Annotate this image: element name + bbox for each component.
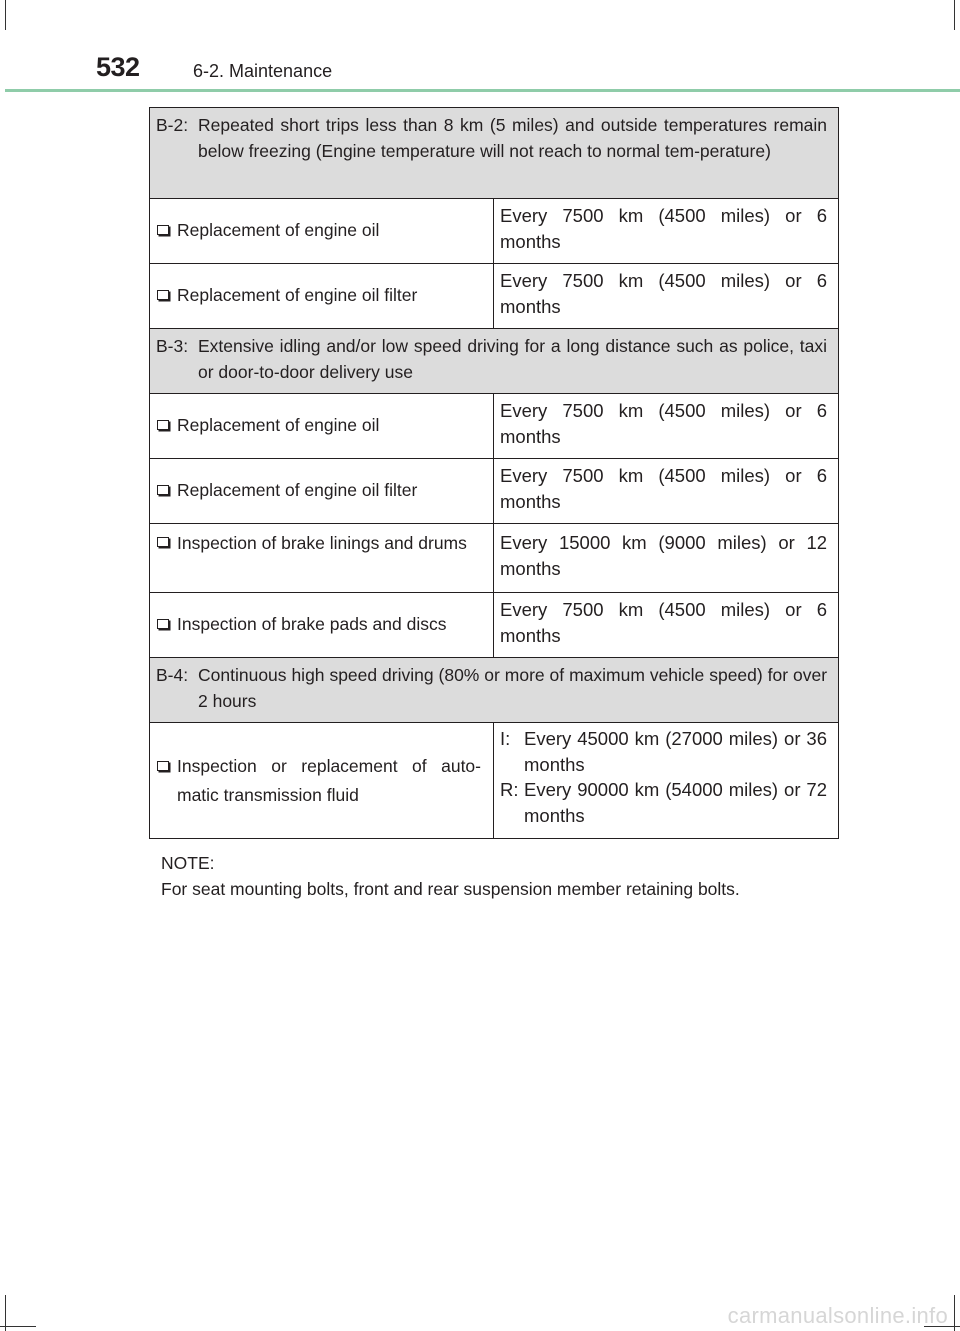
checkbox-icon <box>157 225 169 235</box>
condition-text: Repeated short trips less than 8 km (5 miles) and outside temperatures remain below freezing (Engine temperature will not reach to normal tem-perature) <box>198 115 828 161</box>
table-row <box>150 394 839 459</box>
checkbox-icon <box>157 761 169 771</box>
header-divider <box>5 89 960 92</box>
interval-cell: Every 7500 km (4500 miles) or 6 months <box>494 459 839 524</box>
interval-cell <box>494 723 839 839</box>
item-label: Replacement of engine oil <box>177 415 380 436</box>
table-row <box>150 524 839 593</box>
condition-cell <box>150 658 839 723</box>
checkbox-icon <box>157 537 169 547</box>
condition-row <box>150 108 839 199</box>
interval-text: Every 45000 km (27000 miles) or 36 months <box>524 728 828 775</box>
interval-cell: Every 7500 km (4500 miles) or 6 months <box>494 199 839 264</box>
interval-cell: Every 7500 km (4500 miles) or 6 months <box>494 593 839 658</box>
checkbox-icon <box>157 485 169 495</box>
interval-inspection <box>500 726 827 777</box>
table-row <box>150 593 839 658</box>
note-text: For seat mounting bolts, front and rear suspension member retaining bolts. <box>161 879 740 899</box>
maintenance-item <box>150 459 494 524</box>
condition-row <box>150 329 839 394</box>
checkbox-icon <box>157 420 169 430</box>
interval-code: R: <box>500 779 519 800</box>
interval-replacement <box>500 777 827 828</box>
condition-text: Extensive idling and/or low speed driving for a long distance such as police, taxi or door-to-door delivery use <box>198 336 828 382</box>
note <box>161 850 861 902</box>
maintenance-item <box>150 199 494 264</box>
item-label: Inspection of brake linings and drums <box>177 533 467 553</box>
maintenance-item <box>150 723 494 839</box>
table-row <box>150 723 839 839</box>
table-row <box>150 199 839 264</box>
watermark: carmanualsonline.info <box>727 1303 948 1328</box>
condition-code: B-3: <box>156 336 189 356</box>
checkbox-icon <box>157 290 169 300</box>
maintenance-item <box>150 394 494 459</box>
interval-cell: Every 15000 km (9000 miles) or 12 months <box>494 524 839 593</box>
item-label: Replacement of engine oil filter <box>177 285 418 306</box>
crop-mark <box>954 0 955 30</box>
interval-code: I: <box>500 728 511 749</box>
maintenance-item <box>150 264 494 329</box>
note-label: NOTE: <box>161 853 215 873</box>
item-label: Replacement of engine oil <box>177 220 380 241</box>
table-row <box>150 459 839 524</box>
checkbox-icon <box>157 619 169 629</box>
condition-code: B-2: <box>156 115 189 135</box>
interval-text: Every 90000 km (54000 miles) or 72 months <box>524 779 828 826</box>
section-title: 6-2. Maintenance <box>193 61 333 81</box>
interval-cell: Every 7500 km (4500 miles) or 6 months <box>494 264 839 329</box>
condition-code: B-4: <box>156 665 189 685</box>
maintenance-item <box>150 524 494 593</box>
table-row <box>150 264 839 329</box>
maintenance-item <box>150 593 494 658</box>
condition-text: Continuous high speed driving (80% or more of maximum vehicle speed) for over 2 hours <box>198 665 828 711</box>
crop-mark <box>5 0 6 30</box>
item-label: Inspection of brake pads and discs <box>177 614 447 635</box>
interval-cell: Every 7500 km (4500 miles) or 6 months <box>494 394 839 459</box>
crop-mark <box>0 1326 36 1327</box>
page-number: 532 <box>96 52 140 82</box>
condition-row <box>150 658 839 723</box>
condition-cell <box>150 108 839 199</box>
item-label: Replacement of engine oil filter <box>177 480 418 501</box>
item-label: Inspection or replacement of auto-matic transmission fluid <box>177 755 481 805</box>
condition-cell <box>150 329 839 394</box>
maintenance-table <box>149 107 839 839</box>
